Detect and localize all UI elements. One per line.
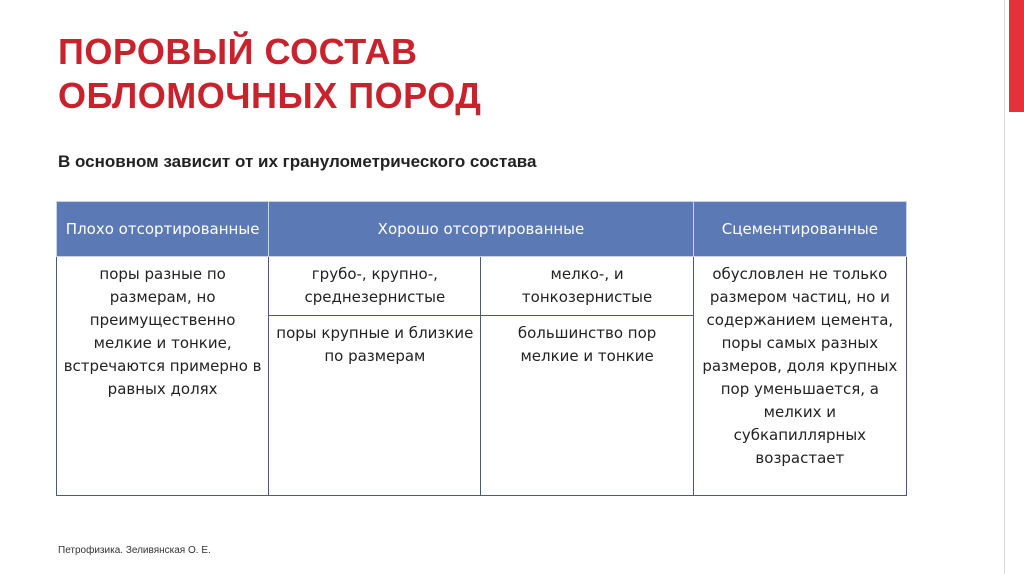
cell-poorly-sorted: поры разные по размерам, но преимущественно мелкие и тонкие, встречаются примерно в равных долях [57,257,269,496]
slide-title [58,30,481,118]
slide-subtitle: В основном зависит от их гранулометрического состава [58,152,537,171]
cell-fine-pores: большинство пор мелкие и тонкие [481,316,693,496]
cell-coarse-pores: поры крупные и близкие по размерам [269,316,481,496]
header-poorly-sorted: Плохо отсортированные [57,202,269,257]
header-well-sorted: Хорошо отсортированные [269,202,693,257]
right-edge-line [1004,0,1005,574]
cell-coarse-grain: грубо-, крупно-, среднезернистые [269,257,481,316]
pore-composition-table [56,201,907,496]
header-cemented: Сцементированные [693,202,906,257]
slide-title-line1: ПОРОВЫЙ СОСТАВ [58,31,418,72]
slide-title-line2: ОБЛОМОЧНЫХ ПОРОД [58,75,482,116]
accent-bar [1009,0,1024,112]
cell-fine-grain: мелко-, и тонкозернистые [481,257,693,316]
cell-cemented: обусловлен не только размером частиц, но и содержанием цемента, поры самых разных размеров, доля крупных пор уменьшается, а мелких и субкапиллярных возрастает [693,257,906,496]
footer-credit: Петрофизика. Зеливянская О. Е. [58,545,211,556]
table-header-row [57,202,907,257]
table-row [57,257,907,316]
